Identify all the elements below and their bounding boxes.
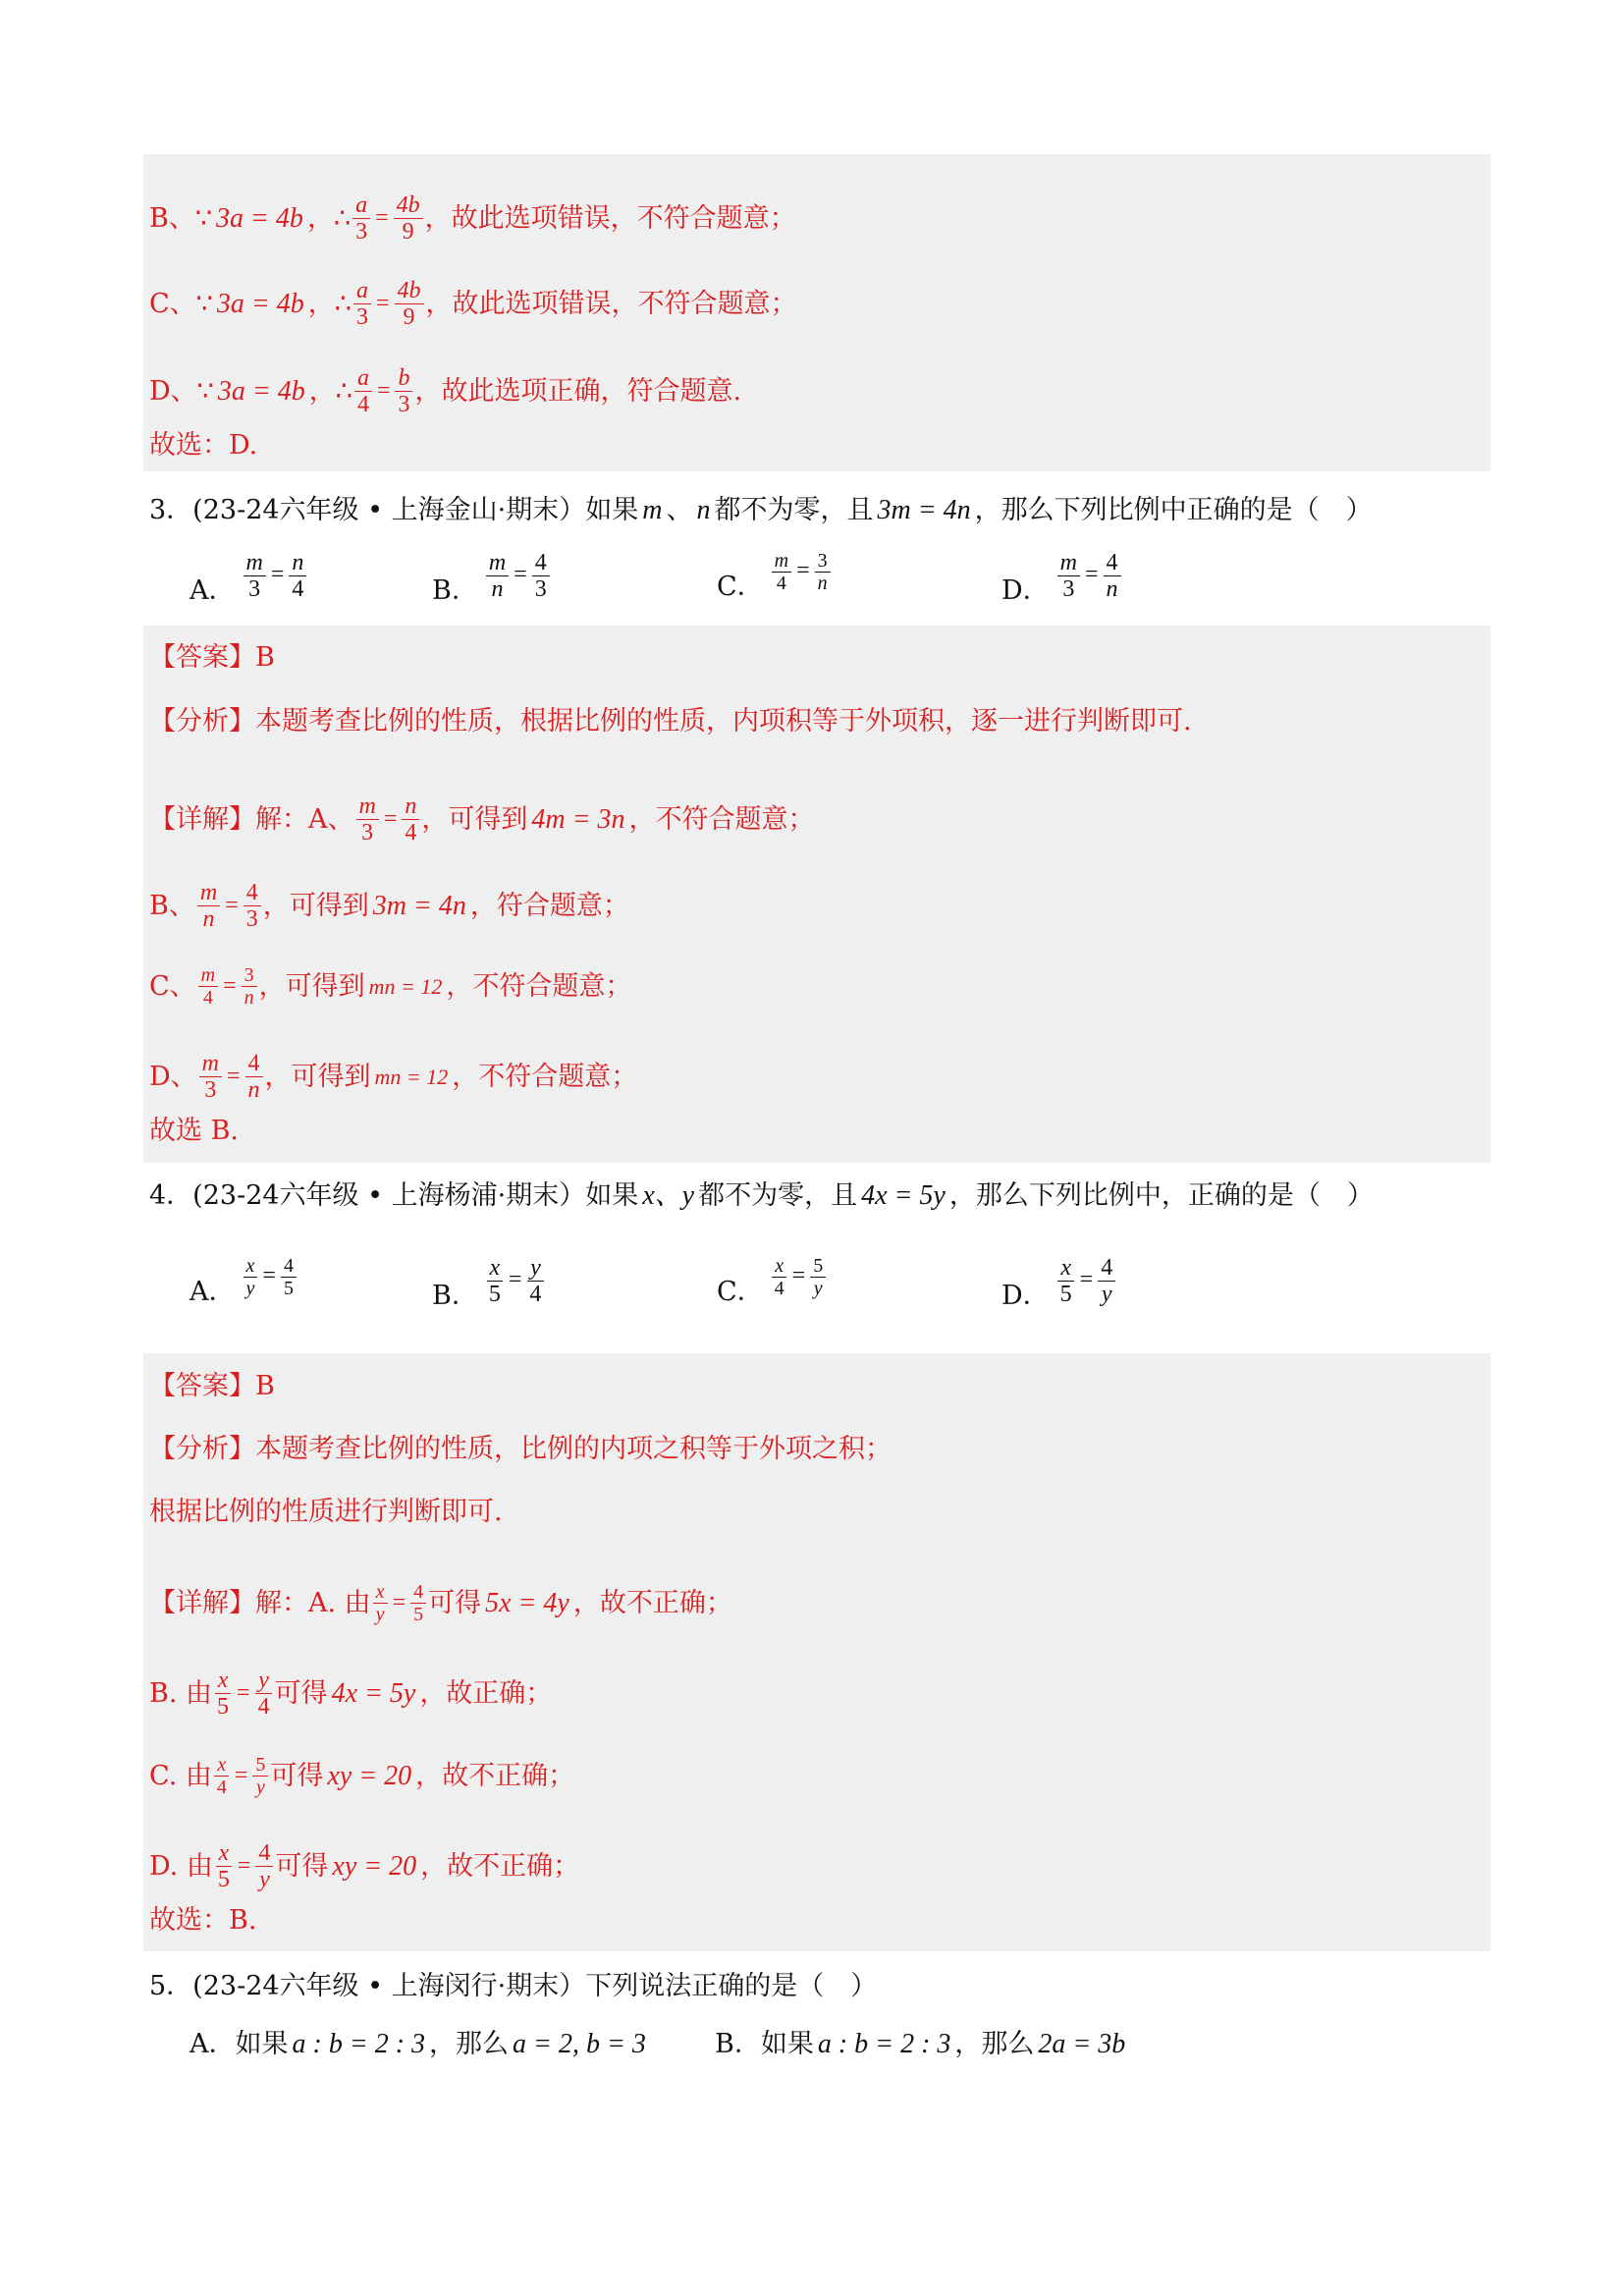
detail-label: D、	[149, 1061, 197, 1092]
numerator: 4	[281, 1255, 297, 1278]
line-text: ，故此选项错误，不符合题意；	[425, 288, 797, 319]
equals-sign: =	[270, 562, 285, 587]
math-expression: xy = 20	[332, 1850, 417, 1882]
denominator: n	[1106, 576, 1118, 602]
q5-stem	[149, 1967, 877, 2006]
equals-sign: =	[234, 1762, 248, 1788]
numerator: m	[356, 793, 379, 820]
q2-solution-line-b	[149, 192, 796, 245]
denominator: 3	[361, 820, 374, 846]
detail-text: 可得	[274, 1677, 328, 1709]
stem-text: 、	[666, 495, 693, 525]
q4-option-d[interactable]	[1001, 1255, 1117, 1311]
numerator: b	[395, 365, 412, 392]
equals-sign: =	[392, 1589, 406, 1615]
line-label: C、	[149, 288, 196, 319]
denominator: 4	[257, 1694, 270, 1720]
q3-analysis	[149, 702, 1192, 741]
q3-option-c[interactable]	[717, 550, 833, 602]
equals-sign: =	[375, 290, 390, 316]
q4-option-b[interactable]	[432, 1255, 546, 1311]
numerator: m	[198, 964, 218, 987]
math-expression: a : b = 2 : 3	[292, 2029, 426, 2059]
analysis-text: 根据比例的性质进行判断即可.	[149, 1497, 503, 1527]
denominator: n	[247, 1077, 260, 1103]
numerator: 4	[1104, 550, 1121, 576]
detail-label: B. 由	[149, 1677, 213, 1709]
fraction	[197, 880, 220, 932]
q3-option-b[interactable]	[432, 550, 552, 606]
q4-detail-d	[149, 1840, 579, 1892]
equals-sign: =	[225, 892, 239, 918]
denominator: 5	[413, 1604, 424, 1625]
math-expression: 3a = 4b	[216, 202, 303, 234]
fraction	[1104, 550, 1121, 602]
option-label: A．如果	[189, 2029, 289, 2059]
fraction	[289, 550, 306, 602]
detail-text: ，可得到	[421, 803, 528, 835]
q4-detail-a	[149, 1581, 732, 1625]
detail-text: ，故不正确；	[415, 1760, 575, 1791]
fraction	[281, 1255, 297, 1299]
line-text: ，故此选项错误，不符合题意；	[424, 202, 796, 234]
denominator: 5	[488, 1282, 501, 1307]
conclusion-text: 故选：D.	[149, 430, 258, 461]
denominator: 3	[398, 392, 410, 417]
option-label: C．	[717, 572, 764, 602]
numerator: m	[199, 1051, 222, 1077]
q4-answer	[149, 1367, 275, 1406]
fraction	[356, 793, 379, 846]
option-label: D．	[1001, 1281, 1050, 1311]
denominator: 3	[355, 219, 368, 245]
option-label: A．	[189, 1277, 236, 1307]
question-stem-suffix: ，那么下列比例中，正确的是（ ）	[948, 1180, 1374, 1211]
denominator: 4	[292, 576, 304, 602]
fraction	[242, 964, 257, 1009]
numerator: 4	[243, 880, 261, 906]
option-text: ，那么	[954, 2029, 1035, 2059]
math-expression: 4m = 3n	[531, 803, 625, 835]
fraction	[394, 192, 423, 245]
detail-text: 可得	[428, 1587, 482, 1618]
math-expression: a : b = 2 : 3	[817, 2029, 951, 2059]
stem-text: 都不为零，且	[714, 495, 874, 525]
numerator: x	[373, 1581, 388, 1604]
q3-answer	[149, 638, 275, 678]
equals-sign: =	[376, 377, 391, 404]
numerator: 4b	[394, 192, 423, 219]
fraction	[352, 192, 370, 245]
equals-sign: =	[514, 562, 527, 587]
fraction	[373, 1581, 388, 1625]
math-expression: xy = 20	[327, 1760, 412, 1791]
denominator: 4	[216, 1777, 227, 1798]
fraction	[772, 550, 791, 594]
question-stem-prefix: 3．(23-24六年级 • 上海金山·期末）如果	[149, 495, 639, 525]
equals-sign: =	[1085, 562, 1099, 587]
numerator: x	[1057, 1255, 1074, 1282]
detail-label: C. 由	[149, 1760, 212, 1791]
denominator: 5	[217, 1694, 230, 1720]
denominator: 4	[405, 820, 417, 846]
answer-text: 【答案】B	[149, 642, 275, 673]
fraction	[198, 964, 218, 1009]
denominator: 5	[283, 1278, 294, 1299]
math-expression: 4x = 5y	[861, 1180, 946, 1211]
denominator: 4	[202, 987, 213, 1009]
equals-sign: =	[508, 1267, 522, 1292]
denominator: 3	[1062, 576, 1075, 602]
numerator: y	[527, 1255, 544, 1282]
detail-text: 可得	[270, 1760, 324, 1791]
fraction	[243, 880, 261, 932]
q3-option-a[interactable]	[189, 550, 308, 606]
numerator: m	[486, 550, 509, 576]
equals-sign: =	[262, 1263, 276, 1288]
equals-sign: =	[227, 1063, 241, 1089]
detail-text: ，不符合题意；	[446, 970, 632, 1002]
q3-detail-b	[149, 880, 629, 932]
analysis-text: 【分析】本题考查比例的性质，根据比例的性质，内项积等于外项积，逐一进行判断即可.	[149, 706, 1192, 737]
equals-sign: =	[791, 1263, 806, 1288]
numerator: a	[353, 278, 371, 304]
denominator: 4	[776, 573, 786, 594]
question-stem-suffix: ，那么下列比例中正确的是（ ）	[974, 495, 1373, 525]
stem-text: 都不为零，且	[698, 1180, 858, 1211]
denominator: 3	[355, 304, 368, 330]
separator: ，	[307, 288, 335, 319]
numerator: n	[289, 550, 306, 576]
math-expression: 2a = 3b	[1038, 2029, 1126, 2059]
numerator: x	[772, 1255, 786, 1278]
q4-option-a[interactable]	[189, 1255, 298, 1307]
numerator: x	[487, 1255, 504, 1282]
fraction	[815, 550, 831, 594]
denominator: 3	[245, 906, 258, 932]
fraction	[532, 550, 550, 602]
detail-text: ，可得到	[258, 970, 365, 1002]
detail-text: ，故不正确；	[420, 1850, 580, 1882]
numerator: a	[354, 365, 372, 392]
numerator: x	[243, 1255, 258, 1278]
detail-text: ，故正确；	[419, 1677, 553, 1709]
denominator: 3	[204, 1077, 217, 1103]
math-expression: mn = 12	[374, 1064, 449, 1089]
denominator: y	[245, 1278, 255, 1299]
q5-option-b[interactable]	[715, 2025, 1129, 2064]
option-label: C．	[717, 1277, 764, 1307]
q4-detail-b	[149, 1667, 552, 1720]
option-label: B．如果	[715, 2029, 814, 2059]
line-label: D、	[149, 375, 197, 407]
math-expression: mn = 12	[368, 973, 443, 999]
line-label: B、	[149, 202, 195, 234]
equals-sign: =	[1079, 1267, 1094, 1292]
fraction	[486, 550, 509, 602]
because-symbol: ∵	[194, 202, 213, 234]
option-label: B．	[432, 575, 478, 606]
therefore-symbol: ∴	[333, 202, 352, 234]
denominator: 9	[403, 304, 415, 330]
denominator: n	[491, 576, 504, 602]
q4-stem	[149, 1176, 1374, 1216]
denominator: y	[1101, 1282, 1112, 1307]
detail-text: ，符合题意；	[469, 890, 629, 921]
numerator: 4	[245, 1051, 263, 1077]
fraction	[215, 1840, 233, 1892]
denominator: 5	[1059, 1282, 1072, 1307]
q3-detail-d	[149, 1051, 637, 1103]
math-expression: 3m = 4n	[877, 495, 971, 525]
denominator: y	[259, 1867, 270, 1892]
option-label: B．	[432, 1281, 478, 1311]
fraction	[526, 1255, 544, 1307]
equals-sign: =	[237, 1679, 250, 1706]
answer-text: 【答案】B	[149, 1371, 275, 1401]
fraction	[353, 278, 371, 330]
q3-option-d[interactable]	[1001, 550, 1123, 606]
denominator: 4	[356, 392, 369, 417]
denominator: 4	[774, 1278, 784, 1299]
q2-solution-line-d	[149, 365, 741, 417]
q3-detail-a	[149, 793, 815, 846]
equals-sign: =	[223, 972, 237, 999]
math-expression: 4x = 5y	[331, 1677, 416, 1709]
q4-detail-c	[149, 1754, 574, 1798]
fraction	[243, 550, 266, 602]
detail-text: ，可得到	[264, 1061, 371, 1092]
question-stem-prefix: 4．(23-24六年级 • 上海杨浦·期末）如果	[149, 1180, 639, 1211]
math-expression: 3a = 4b	[216, 288, 304, 319]
equals-sign: =	[237, 1852, 251, 1879]
numerator: 3	[242, 964, 257, 987]
numerator: 4	[255, 1840, 273, 1867]
equals-sign: =	[796, 558, 810, 583]
q4-analysis	[149, 1430, 892, 1469]
numerator: 4b	[395, 278, 424, 304]
because-symbol: ∵	[195, 288, 213, 319]
denominator: 5	[217, 1867, 230, 1892]
q3-detail-c	[149, 964, 631, 1009]
denominator: n	[202, 906, 215, 932]
numerator: n	[402, 793, 419, 820]
detail-label: C、	[149, 970, 196, 1002]
conclusion-text: 故选 B.	[149, 1116, 240, 1146]
option-label: D．	[1001, 575, 1050, 606]
conclusion-text: 故选：B.	[149, 1905, 257, 1936]
detail-text: ，可得到	[262, 890, 369, 921]
separator: ，	[306, 202, 334, 234]
numerator: 4	[1098, 1255, 1115, 1282]
fraction	[243, 1255, 258, 1299]
fraction	[255, 1840, 273, 1892]
numerator: m	[243, 550, 266, 576]
numerator: 4	[532, 550, 550, 576]
numerator: 3	[815, 550, 831, 573]
denominator: 9	[402, 219, 414, 245]
detail-label: 【详解】解：A. 由	[149, 1587, 371, 1618]
q3-conclusion	[149, 1112, 239, 1151]
detail-text: ，不符合题意；	[452, 1061, 638, 1092]
detail-label: B、	[149, 890, 195, 921]
numerator: 4	[410, 1581, 426, 1604]
detail-label: D. 由	[149, 1850, 213, 1882]
fraction	[199, 1051, 222, 1103]
numerator: x	[215, 1667, 232, 1694]
fraction	[395, 278, 424, 330]
math-expression: a = 2, b = 3	[513, 2029, 646, 2059]
numerator: m	[1057, 550, 1080, 576]
fraction	[772, 1255, 787, 1299]
denominator: y	[813, 1278, 823, 1299]
numerator: x	[214, 1754, 229, 1777]
separator: ，	[308, 375, 336, 407]
denominator: y	[375, 1604, 385, 1625]
fraction	[402, 793, 419, 846]
equals-sign: =	[383, 805, 398, 832]
fraction	[486, 1255, 504, 1307]
fraction	[1057, 1255, 1075, 1307]
therefore-symbol: ∴	[334, 288, 352, 319]
detail-text: 可得	[275, 1850, 329, 1882]
math-expression: 3a = 4b	[217, 375, 305, 407]
q4-conclusion	[149, 1901, 256, 1941]
therefore-symbol: ∴	[335, 375, 352, 407]
fraction	[354, 365, 372, 417]
fraction	[410, 1581, 426, 1625]
detail-label: 【详解】解：A、	[149, 803, 354, 835]
fraction	[1098, 1255, 1115, 1307]
numerator: 5	[252, 1754, 268, 1777]
numerator: y	[255, 1667, 272, 1694]
denominator: 4	[529, 1282, 542, 1307]
question-stem: 5．(23-24六年级 • 上海闵行·期末）下列说法正确的是（ ）	[149, 1971, 878, 2001]
numerator: x	[216, 1840, 233, 1867]
fraction	[810, 1255, 826, 1299]
q5-option-a[interactable]	[189, 2025, 650, 2064]
detail-text: ，故不正确；	[572, 1587, 732, 1618]
because-symbol: ∵	[196, 375, 214, 407]
math-expression: 5x = 4y	[485, 1587, 569, 1618]
denominator: n	[817, 573, 828, 594]
detail-text: ，不符合题意；	[628, 803, 815, 835]
numerator: m	[197, 880, 220, 906]
analysis-text: 【分析】本题考查比例的性质，比例的内项之积等于外项之积；	[149, 1434, 892, 1464]
denominator: 3	[248, 576, 261, 602]
fraction	[255, 1667, 273, 1720]
fraction	[214, 1754, 230, 1798]
q3-stem	[149, 491, 1373, 530]
fraction	[395, 365, 412, 417]
line-text: ，故此选项正确，符合题意.	[414, 375, 742, 407]
q2-solution-line-c	[149, 278, 797, 330]
q4-analysis-2	[149, 1493, 503, 1532]
numerator: 5	[810, 1255, 826, 1278]
fraction	[1057, 550, 1080, 602]
denominator: n	[243, 987, 254, 1009]
q2-conclusion	[149, 426, 257, 465]
variable: n	[696, 495, 711, 525]
equals-sign: =	[375, 204, 389, 231]
variables: x、y	[642, 1180, 695, 1211]
fraction	[214, 1667, 232, 1720]
denominator: 3	[534, 576, 547, 602]
option-text: ，那么	[429, 2029, 510, 2059]
option-label: A．	[189, 575, 236, 606]
variable: m	[642, 495, 663, 525]
denominator: y	[255, 1777, 265, 1798]
numerator: a	[352, 192, 370, 219]
fraction	[252, 1754, 268, 1798]
fraction	[245, 1051, 263, 1103]
numerator: m	[772, 550, 791, 573]
q4-option-c[interactable]	[717, 1255, 828, 1307]
math-expression: 3m = 4n	[372, 890, 466, 921]
